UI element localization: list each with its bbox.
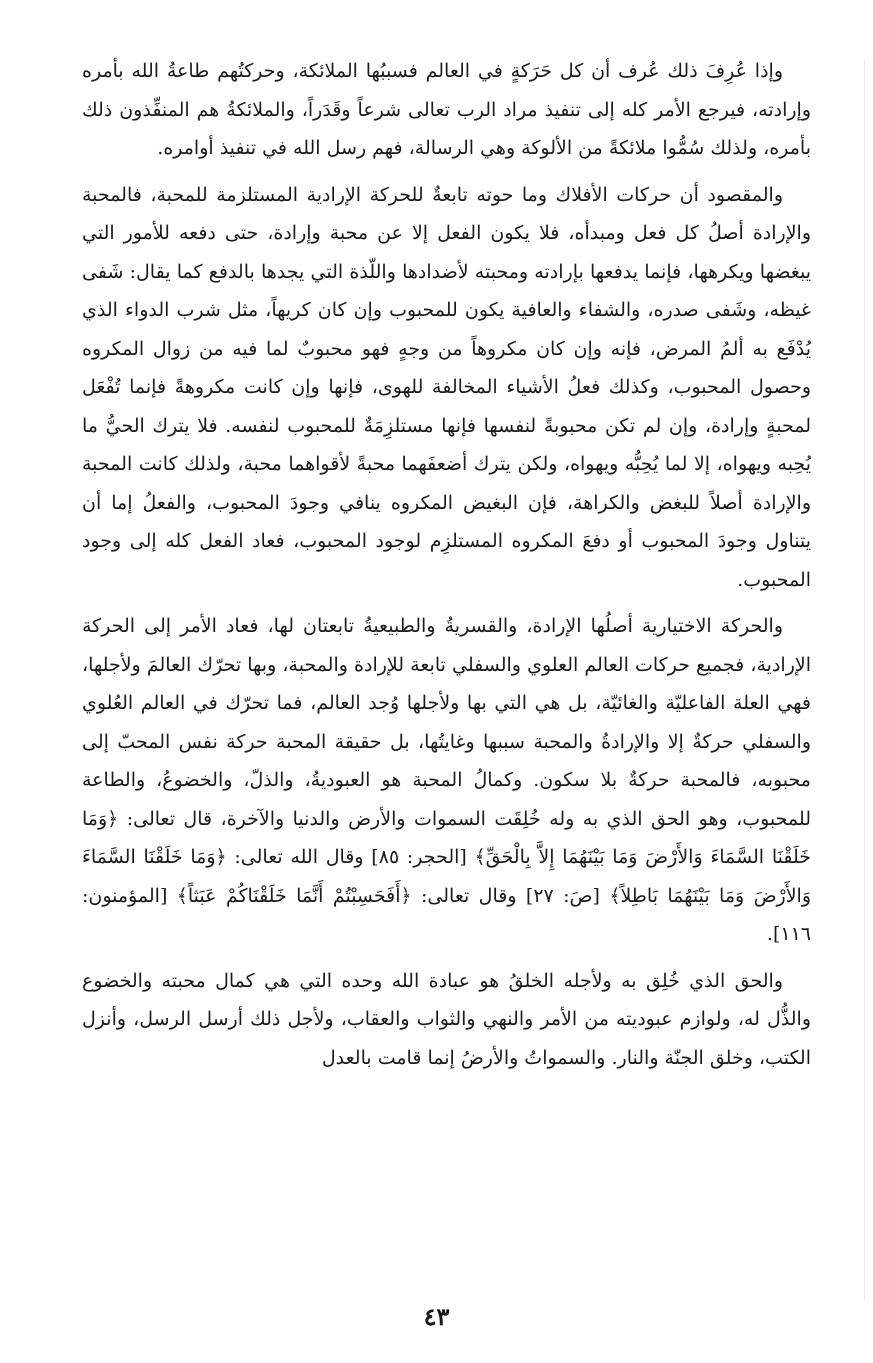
paragraph-truth-of-creation: والحق الذي خُلِق به ولأجله الخلقُ هو عبادة الله وحده التي هي كمال محبته والخضوع والذُّل له، ولوازم عبوديته من الأمر والنهي والثواب والعقاب، ولأجل ذلك أرسل الرسل، وأنزل الكتب، وخلق الجنّة والنار. والسمواتُ والأرضُ إنما قامت بالعدل — [82, 969, 811, 1069]
scan-edge-shadow — [864, 60, 865, 1300]
paragraph-angels-movement: وإذا عُرِفَ ذلك عُرف أن كل حَرَكةٍ في العالم فسببُها الملائكة، وحركتُهم طاعةُ الله بأمره وإرادته، فيرجع الأمر كله إلى تنفيذ مراد الرب تعالى شرعاً وقَدَراً، والملائكةُ هم المنفِّذون ذلك بأمره، ولذلك سُمُّوا ملائكةً من الألوكة وهي الرسالة، فهم رسل الله في تنفيذ أوامره. — [82, 60, 811, 159]
page-number: ٤٣ — [423, 1302, 450, 1331]
paragraph-voluntary-motion: والحركة الاختيارية أصلُها الإرادة، والقسريةُ والطبيعيةُ تابعتان لها، فعاد الأمر إلى الحركة الإرادية، فجميع حركات العالم العلوي والسفلي تابعة للإرادة والمحبة، وبها تحرّك العالمَ ولأجلها، فهي العلة الفاعليّة والغائيّة، بل هي التي بها ولأجلها وُجد العالم، فما تحرّك في العالم العُلوي والسفلي حركةٌ إلا والإرادةُ والمحبة سببها وغايتُها، بل حقيقة المحبة حركة نفس المحبّ إلى محبوبه، فالمحبة حركةٌ بلا سكون. وكمالُ المحبة هو العبوديةُ، والذلّ، والخضوعُ، والطاعة للمحبوب، وهو الحق الذي به وله خُلِقَت السموات والأرض والدنيا والآخرة، قال تعالى: ﴿وَمَا خَلَقْنَا السَّمَاءَ وَالأَرْضَ وَمَا بَيْنَهُمَا إِلاَّ بِالْحَقِّ﴾ [الحجر: ٨٥] وقال الله تعالى: ﴿وَمَا خَلَقْنَا السَّمَاءَ وَالأَرْضَ وَمَا بَيْنَهُمَا بَاطِلاً﴾ [صَ: ٢٧] وقال تعالى: ﴿أَفَحَسِبْتُمْ أَنَّمَا خَلَقْنَاكُمْ عَبَثاً﴾ [المؤمنون: ١١٦]. — [82, 615, 812, 945]
paragraph-love-and-will: والمقصود أن حركات الأفلاك وما حوته تابعةٌ للحركة الإرادية المستلزمة للمحبة، فالمحبة والإرادة أصلُ كل فعل ومبدأه، فلا يكون الفعل إلا عن محبة وإرادة، حتى دفعه للأمور التي يبغضها ويكرهها، فإنما يدفعها بإرادته ومحبته لأضدادها واللّذة التي يجدها بالدفع كما يقال: شَفى غيظه، وشَفى صدره، والشفاء والعافية يكون للمحبوب وإن كان كريهاً، مثل شرب الدواء الذي يُدْفَع به ألمُ المرض، فإنه وإن كان مكروهاً من وجهٍ فهو محبوبٌ لما فيه من زوال المكروه وحصول المحبوب، وكذلك فعلُ الأشياء المخالفة للهوى، فإنها وإن كانت مكروهةً فإنما تُفْعَل لمحبةٍ وإرادة، وإن لم تكن محبوبةً لنفسها فإنها مستلزِمَةٌ للمحبوب لنفسه. فلا يترك الحيُّ ما يُحِبه ويهواه، إلا لما يُحِبُّه ويهواه، ولكن يترك أضعفَهما محبةً لأقواهما محبة، ولذلك كانت المحبة والإرادة أصلاً للبغض والكراهة، فإن البغيض المكروه ينافي وجودَ المحبوب، والفعلُ إما أن يتناول وجودَ المحبوب أو دفعَ المكروه المستلزِم لوجود المحبوب، فعاد الفعل كله إلى وجود المحبوب. — [82, 183, 811, 591]
body-text — [82, 52, 811, 1085]
